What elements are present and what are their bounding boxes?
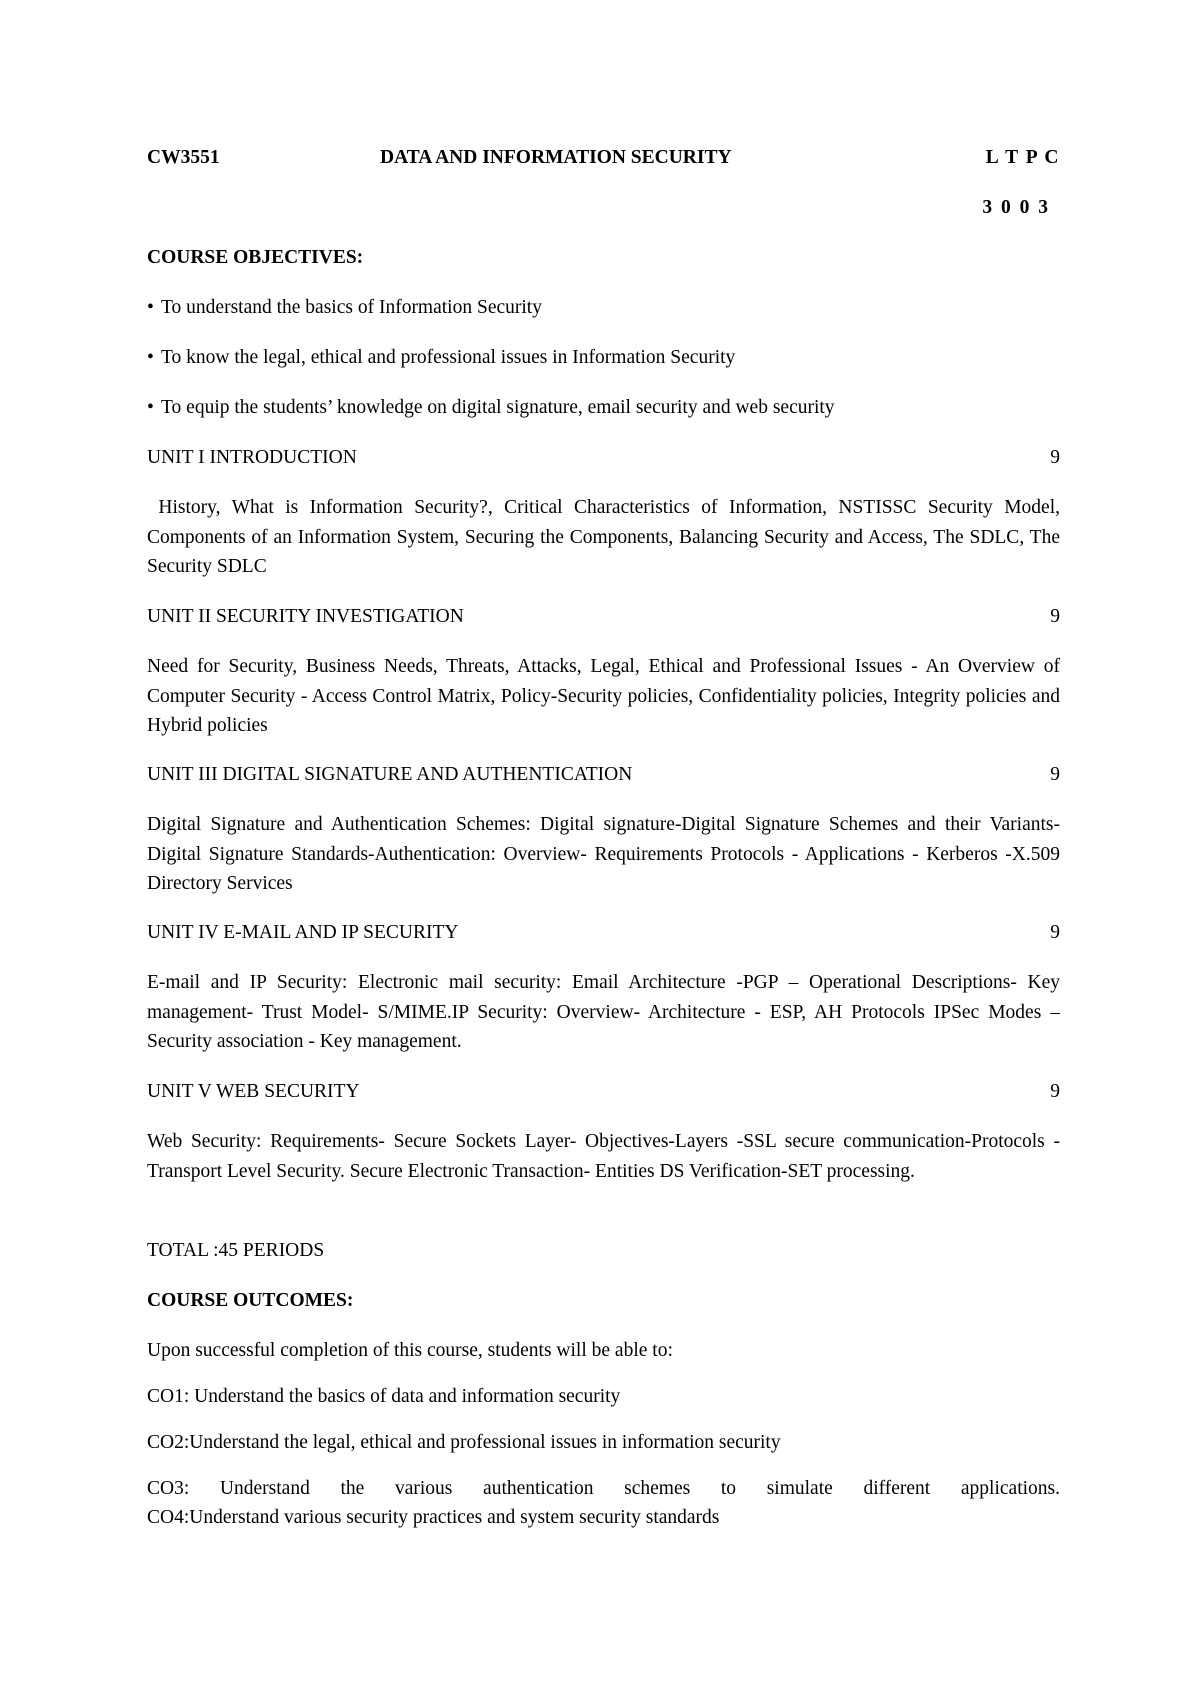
unit-title: UNIT V WEB SECURITY bbox=[147, 1081, 360, 1102]
bullet-icon: • bbox=[147, 347, 154, 368]
unit-hours: 9 bbox=[1050, 447, 1060, 468]
unit-4-content: E-mail and IP Security: Electronic mail security: Email Architecture -PGP – Operational Descriptions- Key management- Trust Model- S/MIME.IP Security: Overview- Architecture - ESP, AH Protocols IPSec Modes – Security association - Key management. bbox=[147, 972, 1060, 1052]
course-code: CW3551 bbox=[147, 147, 220, 168]
bullet-icon: • bbox=[147, 397, 154, 418]
unit-title: UNIT III DIGITAL SIGNATURE AND AUTHENTICATION bbox=[147, 764, 633, 785]
unit-hours: 9 bbox=[1050, 764, 1060, 785]
course-title: DATA AND INFORMATION SECURITY bbox=[380, 147, 732, 168]
unit-2-content: Need for Security, Business Needs, Threats, Attacks, Legal, Ethical and Professional Issues - An Overview of Computer Security - Access Control Matrix, Policy-Security policies, Confidentiality policies, Integrity policies and Hybrid policies bbox=[147, 656, 1060, 736]
unit-2-heading bbox=[147, 602, 1060, 631]
objective-item bbox=[147, 343, 1060, 372]
unit-3-heading bbox=[147, 760, 1060, 789]
ltpc-label: L T P C bbox=[985, 147, 1060, 168]
unit-title: UNIT IV E-MAIL AND IP SECURITY bbox=[147, 922, 459, 943]
unit-4-heading bbox=[147, 918, 1060, 947]
objective-text: To equip the students’ knowledge on digital signature, email security and web security bbox=[161, 397, 835, 418]
unit-title: UNIT II SECURITY INVESTIGATION bbox=[147, 606, 464, 627]
unit-hours: 9 bbox=[1050, 922, 1060, 943]
bullet-icon: • bbox=[147, 297, 154, 318]
outcomes-heading: COURSE OUTCOMES: bbox=[147, 1290, 354, 1311]
unit-title: UNIT I INTRODUCTION bbox=[147, 447, 357, 468]
outcome-co4: CO4:Understand various security practices and system security standards bbox=[147, 1507, 720, 1528]
unit-1-heading bbox=[147, 443, 1060, 472]
outcome-co3: CO3: Understand the various authentication schemes to simulate different applications. bbox=[147, 1478, 1060, 1499]
outcome-co1: CO1: Understand the basics of data and information security bbox=[147, 1386, 621, 1407]
syllabus-page bbox=[147, 0, 1065, 1696]
unit-5-heading bbox=[147, 1077, 1060, 1106]
unit-1-content: History, What is Information Security?, Critical Characteristics of Information, NSTISSC Security Model, Components of an Information System, Securing the Components, Balancing Security and Access, The SDLC, The Security SDLC bbox=[147, 497, 1065, 577]
objective-item bbox=[147, 293, 1060, 322]
objective-text: To know the legal, ethical and professional issues in Information Security bbox=[161, 347, 736, 368]
course-credits: 3 0 0 3 bbox=[982, 197, 1050, 218]
unit-hours: 9 bbox=[1050, 1081, 1060, 1102]
outcomes-intro: Upon successful completion of this course, students will be able to: bbox=[147, 1340, 673, 1361]
objectives-heading: COURSE OBJECTIVES: bbox=[147, 247, 364, 268]
total-periods: TOTAL :45 PERIODS bbox=[147, 1240, 325, 1261]
unit-hours: 9 bbox=[1050, 606, 1060, 627]
unit-3-content: Digital Signature and Authentication Schemes: Digital signature-Digital Signature Schemes and their Variants- Digital Signature Standards-Authentication: Overview- Requirements Protocols - Applications - Kerberos -X.509 Directory Services bbox=[147, 814, 1060, 894]
objective-text: To understand the basics of Information Security bbox=[161, 297, 542, 318]
objective-item bbox=[147, 393, 1060, 422]
unit-5-content: Web Security: Requirements- Secure Sockets Layer- Objectives-Layers -SSL secure communication-Protocols - Transport Level Security. Secure Electronic Transaction- Entities DS Verification-SET processing. bbox=[147, 1131, 1060, 1182]
outcome-co2: CO2:Understand the legal, ethical and professional issues in information security bbox=[147, 1432, 781, 1453]
